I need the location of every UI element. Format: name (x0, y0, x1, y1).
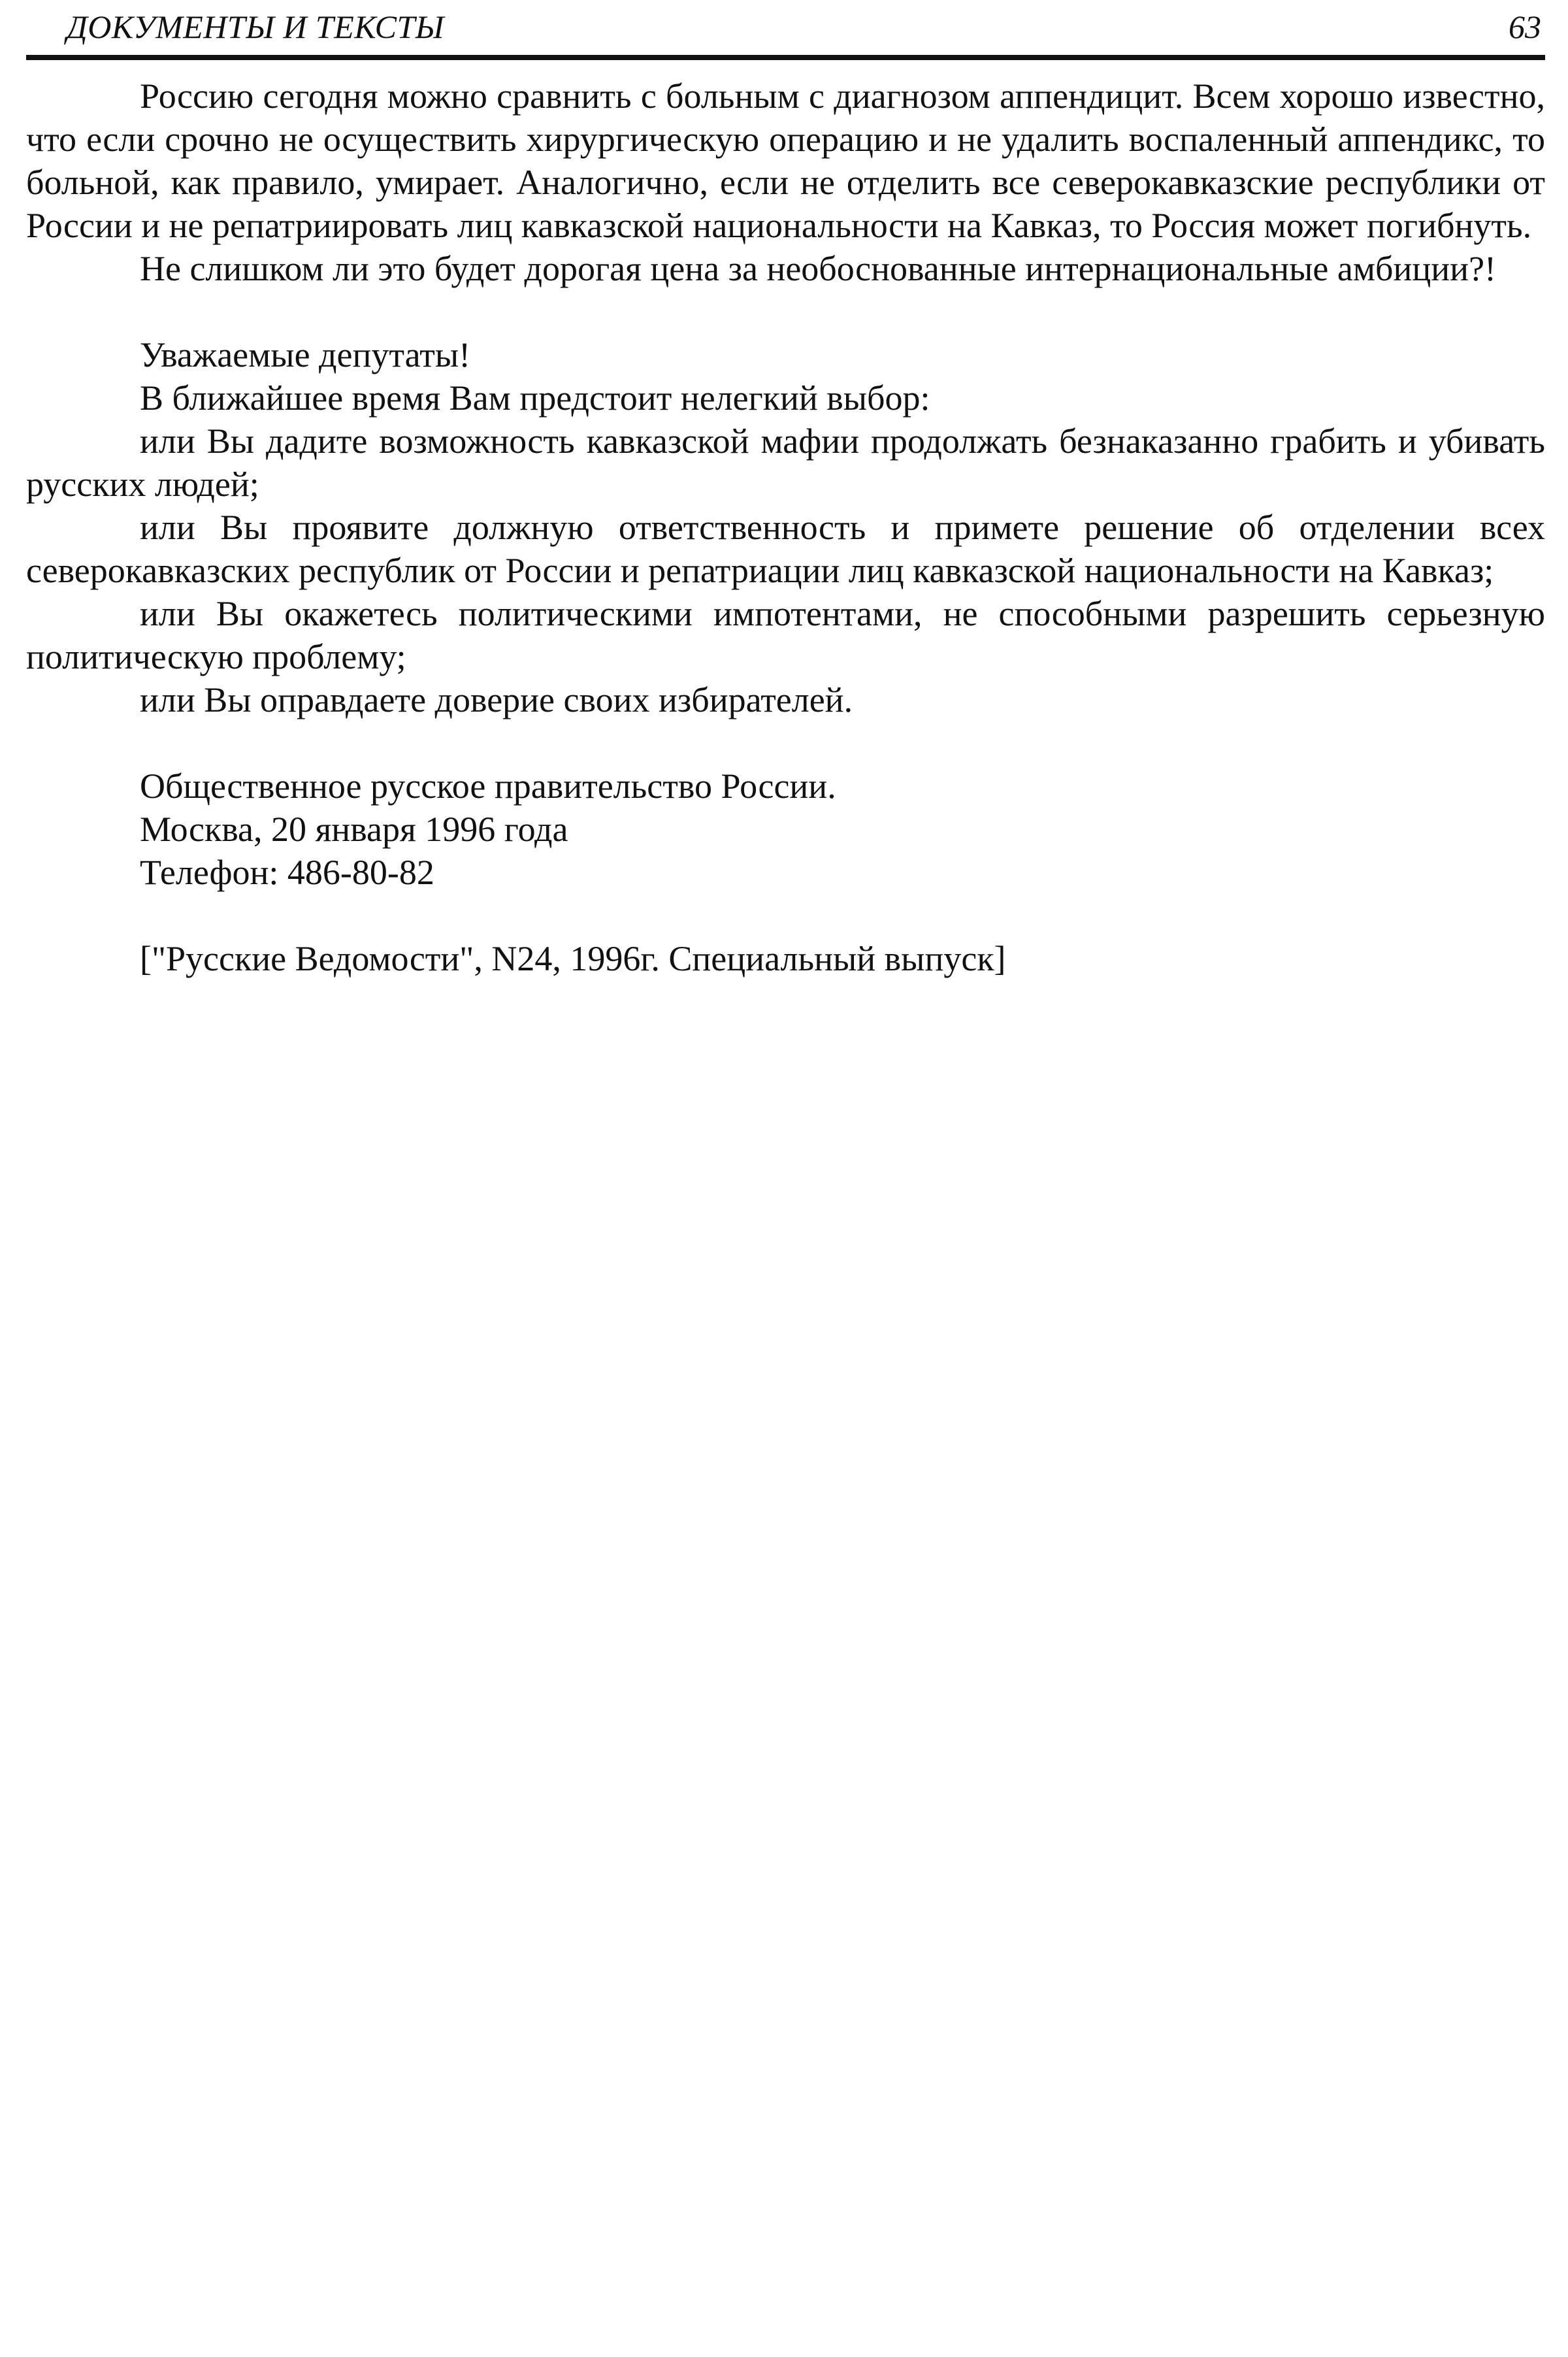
option-item: или Вы оправдаете доверие своих избирателей. (140, 680, 853, 719)
header-rule (26, 55, 1545, 60)
paragraph-diagnosis: Россию сегодня можно сравнить с больным с диагнозом аппендицит. Всем хорошо известно, что если срочно не осуществить хирургическую операцию и не удалить воспаленный аппендикс, то больной, как правило, умирает. Аналогично, если не отделить все северокавказские республики от России и не репатриировать лиц кавказской национальности на Кавказ, то Россия может погибнуть. (26, 76, 1545, 245)
option-item: или Вы окажетесь политическими импотентами, не способными разрешить серьезную политическую проблему; (26, 594, 1545, 676)
address-line: Уважаемые депутаты! (140, 335, 471, 374)
source-citation: ["Русские Ведомости", N24, 1996г. Специальный выпуск] (140, 939, 1006, 978)
signature-organization: Общественное русское правительство России. (140, 766, 836, 806)
paragraph-question: Не слишком ли это будет дорогая цена за необоснованные интернациональные амбиции?! (140, 249, 1497, 288)
page-number: 63 (1509, 8, 1541, 45)
document-page (26, 0, 1545, 980)
document-body (26, 74, 1545, 980)
running-header (26, 0, 1545, 55)
signature-place-date: Москва, 20 января 1996 года (140, 810, 568, 849)
option-item: или Вы проявите должную ответственность и примете решение об отделении всех северокавказских республик от России и репатриации лиц кавказской национальности на Кавказ; (26, 508, 1545, 590)
option-item: или Вы дадите возможность кавказской мафии продолжать безнаказанно грабить и убивать русских людей; (26, 421, 1545, 504)
spacer (26, 721, 1545, 765)
spacer (26, 290, 1545, 333)
choice-intro: В ближайшее время Вам предстоит нелегкий выбор: (140, 378, 930, 418)
section-title: ДОКУМЕНТЫ И ТЕКСТЫ (67, 8, 444, 45)
signature-phone: Телефон: 486-80-82 (140, 853, 434, 892)
spacer (26, 894, 1545, 937)
